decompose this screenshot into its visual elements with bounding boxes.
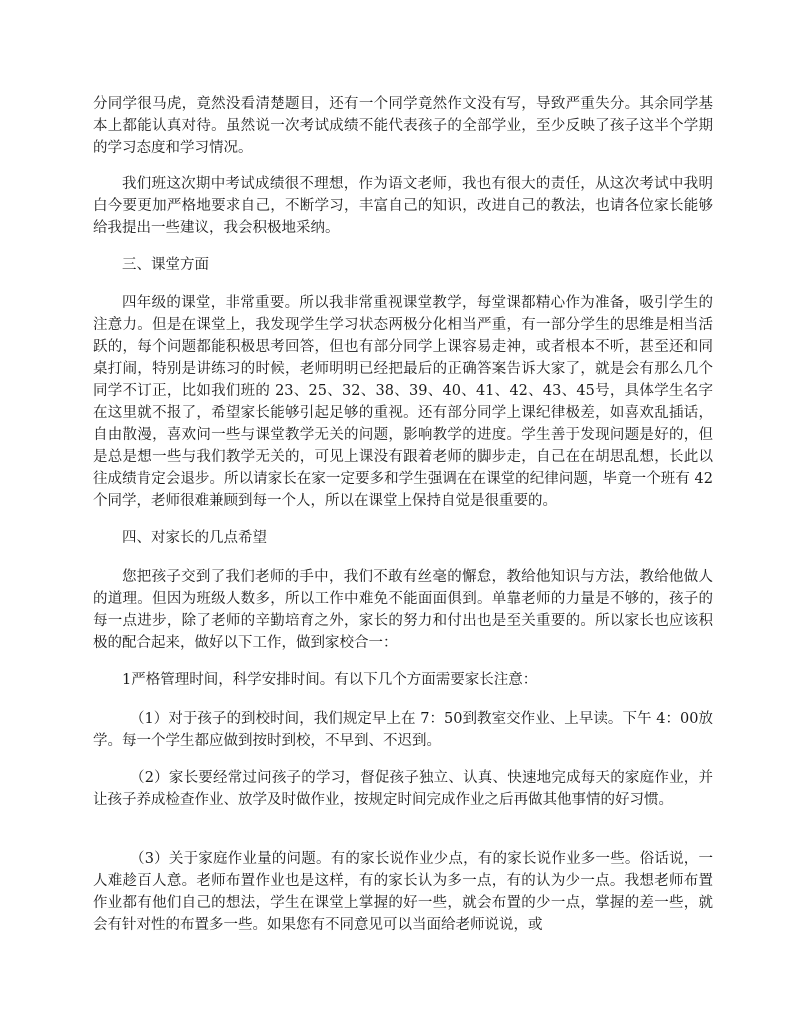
- list-item-arrival-time: （1）对于孩子的到校时间，我们规定早上在 7：50到教室交作业、上早读。下午 4：00放学。每一个学生都应做到按时到校，不早到、不迟到。: [93, 711, 713, 749]
- paragraph-parent-cooperation: 您把孩子交到了我们老师的手中，我们不敢有丝毫的懈怠，教给他知识与方法，教给他做人的道理。但因为班级人数多，所以工作中难免不能面面俱到。单靠老师的力量是不够的，孩子的每一点进步，除了老师的辛勤培育之外，家长的努力和付出也是至关重要的。所以家长也应该积极的配合起来，做好以下工作，做到家校合一：: [93, 569, 713, 651]
- paragraph-classroom: 四年级的课堂，非常重要。所以我非常重视课堂教学，每堂课都精心作为准备，吸引学生的注意力。但是在课堂上，我发现学生学习状态两极分化相当严重，有一部分学生的思维是相当活跃的，每个问题都能积极思考回答，但也有部分同学上课容易走神，或者根本不听，甚至还和同桌打闹，特别是讲练习的时候，老师明明已经把最后的正确答案告诉大家了，就是会有那么几个同学不订正，比如我们班的 23、25、32、38、39、40、41、42、43、45号，具体学生名字在这里就不报了，希望家长能够引起足够的重视。还有部分同学上课纪律极差，如喜欢乱插话，自由散漫，喜欢问一些与课堂教学无关的问题，影响教学的进度。学生善于发现问题是好的，但是总是想一些与我们教学无关的，可见上课没有跟着老师的脚步走，自己在在胡思乱想，长此以往成绩肯定会退步。所以请家长在家一定要多和学生强调在在课堂的纪律问题，毕竟一个班有 42个同学，老师很难兼顾到每一个人，所以在课堂上保持自觉是很重要的。: [93, 295, 713, 509]
- paragraph-teacher-responsibility: 我们班这次期中考试成绩很不理想，作为语文老师，我也有很大的责任，从这次考试中我明白今要更加严格地要求自己，不断学习，丰富自己的知识，改进自己的教法，也请各位家长能够给我提出一些建议，我会积极地采纳。: [93, 176, 713, 236]
- section-heading-classroom: 三、课堂方面: [122, 257, 209, 273]
- list-item-homework-amount: （3）关于家庭作业量的问题。有的家长说作业少点，有的家长说作业多一些。俗话说，一人难趁百人意。老师布置作业也是这样，有的家长认为多一点，有的认为少一点。我想老师布置作业都有他们自己的想法，学生在课堂上掌握的好一些，就会布置的少一点，掌握的差一些，就会有针对性的布置多一些。如果您有不同意见可以当面给老师说说，或: [93, 851, 713, 933]
- list-item-homework-supervision: （2）家长要经常过问孩子的学习，督促孩子独立、认真、快速地完成每天的家庭作业，并让孩子养成检查作业、放学及时做作业，按规定时间完成作业之后再做其他事情的好习惯。: [93, 770, 713, 808]
- section-heading-parent-hopes: 四、对家长的几点希望: [122, 530, 267, 546]
- paragraph-time-management: 1严格管理时间，科学安排时间。有以下几个方面需要家长注意：: [122, 672, 538, 688]
- paragraph-exam-result-continued: 分同学很马虎，竟然没看清楚题目，还有一个同学竟然作文没有写，导致严重失分。其余同学基本上都能认真对待。虽然说一次考试成绩不能代表孩子的全部学业，至少反映了孩子这半个学期的学习态度和学习情况。: [93, 96, 713, 156]
